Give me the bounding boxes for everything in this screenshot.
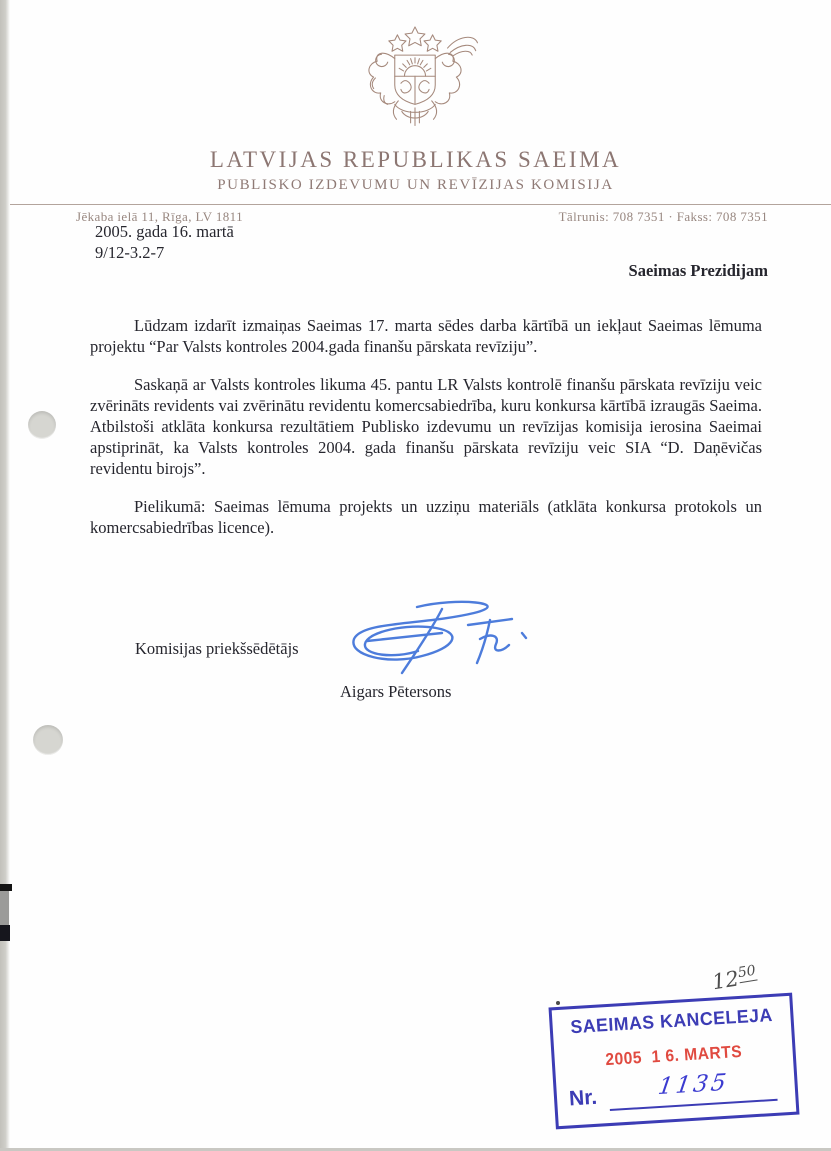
stamp-date-line: 2005 1 6. MARTS [604, 1041, 743, 1070]
letterhead-rule [10, 204, 831, 205]
stamp-number-label: Nr. [568, 1085, 598, 1111]
scan-artifact [0, 884, 12, 891]
paragraph: Pielikumā: Saeimas lēmuma projekts un uzziņu materiāls (atklāta konkursa protokols un komercsabiedrības licence). [90, 497, 762, 537]
time-minutes: 50 [736, 962, 757, 982]
handwritten-time-note [710, 963, 758, 995]
date-line: 2005. gada 16. martā [95, 222, 234, 241]
letter-body [90, 315, 762, 555]
paragraph: Lūdzam izdarīt izmaiņas Saeimas 17. marta sēdes darba kārtībā un iekļaut Saeimas lēmuma projektu “Par Valsts kontroles 2004.gada finanšu pārskata revīziju”. [90, 316, 762, 356]
stamp-org-line: SAEIMAS KANCELEJA [569, 1003, 774, 1038]
recipient: Saeimas Prezidijam [628, 261, 768, 280]
time-hours: 12 [710, 966, 741, 995]
signatory-name: Aigars Pētersons [340, 682, 452, 701]
letterhead-subtitle: PUBLISKO IZDEVUMU UN REVĪZIJAS KOMISIJA [217, 177, 614, 193]
hole-punch-bottom [33, 725, 63, 755]
reference-number: 9/12-3.2-7 [95, 243, 165, 262]
signature-ink [322, 593, 532, 690]
ink-dot [556, 1001, 560, 1005]
address-line: Jēkaba ielā 11, Rīga, LV 1811 [76, 209, 243, 224]
letterhead-title: LATVIJAS REPUBLIKAS SAEIMA [209, 147, 622, 172]
hole-punch-top [28, 411, 56, 439]
registry-stamp [549, 993, 800, 1130]
contact-line: Tālrunis: 708 7351 · Fakss: 708 7351 [558, 209, 768, 224]
signature-role: Komisijas priekšsēdētājs [135, 639, 299, 658]
scan-artifact [0, 891, 9, 925]
stamp-number-value: 1135 [656, 1069, 731, 1101]
scan-artifact [0, 925, 10, 941]
coat-of-arms-emblem [349, 25, 481, 143]
paragraph: Saskaņā ar Valsts kontroles likuma 45. pantu LR Valsts kontrolē finanšu pārskata revīziju veic zvērināts revidents vai zvērinātu revidentu komercsabiedrība, kuru konkursa kārtībā izraugās Saeima. Atbilstoši atklāta konkursa rezultātiem Publisko izdevumu un revīzijas komisija ierosina Saeimai apstiprināt, ka Valsts kontroles 2004. gada finanšu pārskata revīziju veic SIA “D. Daņēvičas revidentu birojs”. [90, 375, 762, 478]
